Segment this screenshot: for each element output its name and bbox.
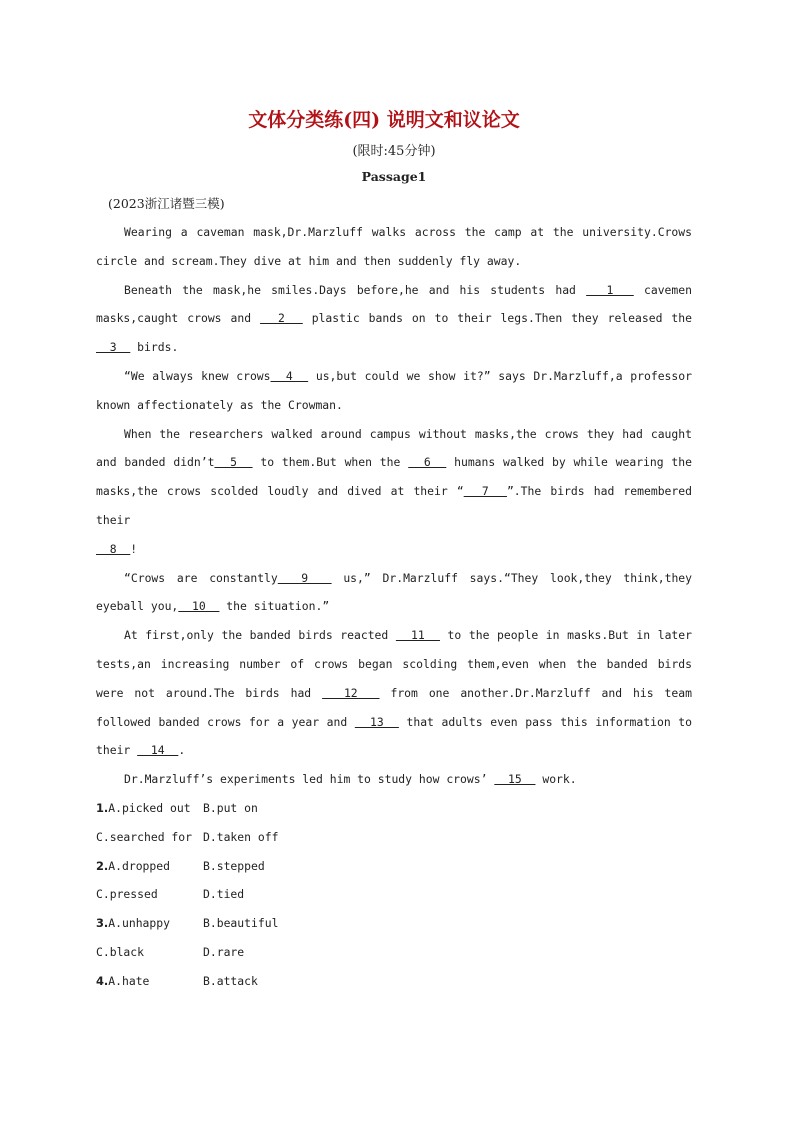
paragraph-7 <box>96 765 692 794</box>
paragraph-5 <box>96 564 692 622</box>
blank-6[interactable]: 6 <box>408 455 447 470</box>
blank-15[interactable]: 15 <box>494 772 536 787</box>
time-limit: (限时:45分钟) <box>352 144 436 159</box>
question-number: 2. <box>96 858 109 873</box>
option-a[interactable]: A.unhappy <box>108 916 170 931</box>
option-a[interactable]: A.picked out <box>108 800 191 815</box>
option-b[interactable]: B.beautiful <box>203 916 279 931</box>
paragraph-4 <box>96 420 692 535</box>
paragraph-text: work. <box>535 772 577 787</box>
paragraph-4-cont <box>96 535 692 564</box>
paragraph-text: When the researchers walked around campus without masks,the crows they had caught and banded didn’t <box>96 426 692 470</box>
option-c[interactable]: C.black <box>96 944 145 959</box>
paragraph-text: to the people in masks.But in later tests,an increasing number of crows began scolding them,even when the banded birds were not around.The birds had <box>96 628 692 700</box>
blank-2[interactable]: 2 <box>260 311 303 326</box>
blank-13[interactable]: 13 <box>354 714 399 729</box>
document-page <box>96 104 692 996</box>
paragraph-1 <box>96 218 692 276</box>
option-d[interactable]: D.rare <box>203 944 245 959</box>
blank-3[interactable]: 3 <box>96 340 131 355</box>
blank-5[interactable]: 5 <box>214 455 253 470</box>
paragraph-text: At first,only the banded birds reacted <box>124 628 396 643</box>
paragraph-text: . <box>178 743 186 758</box>
option-a[interactable]: A.hate <box>108 973 150 988</box>
page-title: 文体分类练(四) 说明文和议论文 <box>248 109 520 131</box>
option-b[interactable]: B.stepped <box>203 858 265 873</box>
option-a[interactable]: A.dropped <box>108 858 170 873</box>
question-number: 3. <box>96 916 109 931</box>
paragraph-text: from one another.Dr.Marzluff and his team followed banded crows for a year and <box>96 685 692 729</box>
question-number: 4. <box>96 973 109 988</box>
option-b[interactable]: B.attack <box>203 973 258 988</box>
passage-label: Passage1 <box>361 169 427 184</box>
paragraph-text: that adults even pass this information to their <box>96 714 692 758</box>
question-3-row-cd <box>96 938 692 967</box>
source-note: (2023浙江诸暨三模) <box>108 196 225 211</box>
paragraph-text: Dr.Marzluff’s experiments led him to study how crows’ <box>124 772 495 787</box>
paragraph-text: Beneath the mask,he smiles.Days before,he and his students had <box>124 282 587 297</box>
paragraph-text: cavemen masks,caught crows and <box>96 282 692 326</box>
option-b[interactable]: B.put on <box>203 800 258 815</box>
question-2-row-cd <box>96 880 692 909</box>
option-d[interactable]: D.taken off <box>203 829 279 844</box>
blank-12[interactable]: 12 <box>322 685 380 700</box>
option-c[interactable]: C.searched for <box>96 829 193 844</box>
question-3-row-ab <box>96 909 692 938</box>
question-1-row-cd <box>96 823 692 852</box>
paragraph-text: to them.But when the <box>252 455 409 470</box>
paragraph-text: ”.The birds had remembered their <box>96 484 692 527</box>
blank-8[interactable]: 8 <box>96 541 131 556</box>
paragraph-text: the situation.” <box>219 599 330 614</box>
paragraph-text: plastic bands on to their legs.Then they released the <box>302 311 692 326</box>
blank-14[interactable]: 14 <box>137 743 179 758</box>
paragraph-text: ! <box>130 541 138 556</box>
paragraph-6 <box>96 621 692 765</box>
blank-1[interactable]: 1 <box>586 282 634 297</box>
question-options <box>96 794 692 996</box>
blank-11[interactable]: 11 <box>395 628 440 643</box>
paragraph-2 <box>96 276 692 362</box>
paragraph-text: “We always knew crows <box>124 368 271 383</box>
option-c[interactable]: C.pressed <box>96 887 158 902</box>
blank-7[interactable]: 7 <box>463 484 507 499</box>
blank-10[interactable]: 10 <box>178 599 220 614</box>
paragraph-text: humans walked by while wearing the masks,the crows scolded loudly and dived at their “ <box>96 455 693 499</box>
paragraph-text: Wearing a caveman mask,Dr.Marzluff walks across the camp at the university.Crows circle and scream.They dive at him and then suddenly fly away. <box>96 225 692 268</box>
question-1-row-ab <box>96 794 692 823</box>
question-2-row-ab <box>96 852 692 881</box>
paragraph-text: “Crows are constantly <box>124 570 278 585</box>
paragraph-text: birds. <box>130 340 179 355</box>
blank-9[interactable]: 9 <box>277 570 332 585</box>
option-d[interactable]: D.tied <box>203 887 245 902</box>
question-4-row-ab <box>96 967 692 996</box>
question-number: 1. <box>96 800 109 815</box>
paragraph-text: us,” Dr.Marzluff says.“They look,they think,they eyeball you, <box>96 570 693 614</box>
blank-4[interactable]: 4 <box>270 368 309 383</box>
paragraph-3 <box>96 362 692 420</box>
paragraph-text: us,but could we show it?” says Dr.Marzluff,a professor known affectionately as the Crowman. <box>96 368 692 412</box>
